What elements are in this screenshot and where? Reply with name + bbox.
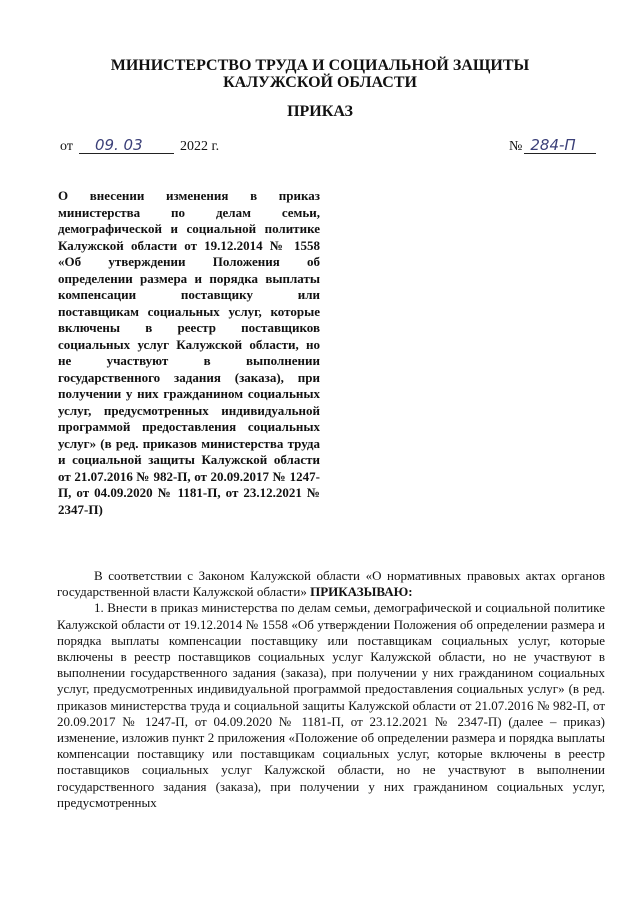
order-date bbox=[60, 138, 219, 155]
number-handwritten: 284-П bbox=[524, 138, 596, 154]
directive-text: ПРИКАЗЫВАЮ: bbox=[310, 584, 413, 600]
date-prefix: от bbox=[60, 139, 73, 154]
order-subject: О внесении изменения в приказ министерства по делам семьи, демографической и социальной политике Калужской области от 19.12.2014 № 1558 «Об утверждении Положения об определении размера и порядка выплаты компенсации поставщику или поставщикам социальных услуг, которые включены в реестр поставщиков социальных услуг Калужской области, но не участвуют в выполнении государственного задания (заказа), при получении у них гражданином социальных услуг, предусмотренных индивидуальной программой предоставления социальных услуг» (в ред. приказов министерства труда и социальной защиты Калужской области от 21.07.2016 № 982-П, от 20.09.2017 № 1247-П, от 04.09.2020 № 1181-П, от 23.12.2021 № 2347-П) bbox=[58, 188, 320, 517]
number-prefix: № bbox=[509, 139, 523, 154]
item-1-paragraph: 1. Внести в приказ министерства по делам семьи, демографической и социальной политике Калужской области от 19.12.2014 № 1558 «Об утверждении Положения об определении размера и порядка выплаты компенсации поставщику или поставщикам социальных услуг, которые включены в реестр поставщиков социальных услуг Калужской области, но не участвуют в выполнении государственного задания (заказа), при получении у них гражданином социальных услуг, предусмотренных индивидуальной программой предоставления социальных услуг» (в ред. приказов министерства труда и социальной защиты Калужской области от 21.07.2016 № 982-П, от 20.09.2017 № 1247-П, от 04.09.2020 № 1181-П, от 23.12.2021 № 2347-П) (далее – приказ) изменение, изложив пункт 2 приложения «Положение об определении размера и порядка выплаты компенсации поставщику или поставщикам социальных услуг, которые включены в реестр поставщиков социальных услуг Калужской области, но не участвуют в выполнении государственного задания (заказа), при получении у них гражданином социальных услуг, предусмотренных bbox=[57, 600, 605, 810]
ministry-name-line2: КАЛУЖСКОЙ ОБЛАСТИ bbox=[223, 74, 417, 91]
preamble-paragraph bbox=[57, 568, 605, 600]
order-body bbox=[57, 568, 605, 811]
date-year: 2022 г. bbox=[179, 139, 220, 154]
date-handwritten: 09. 03 bbox=[79, 138, 174, 154]
order-number bbox=[509, 138, 596, 155]
order-title: ПРИКАЗ bbox=[287, 103, 353, 120]
ministry-name-line1: МИНИСТЕРСТВО ТРУДА И СОЦИАЛЬНОЙ ЗАЩИТЫ bbox=[110, 57, 530, 74]
preamble-text: В соответствии с Законом Калужской области «О нормативных правовых актах органов государственной власти Калужской области» bbox=[57, 568, 605, 600]
ministry-name bbox=[100, 57, 540, 91]
